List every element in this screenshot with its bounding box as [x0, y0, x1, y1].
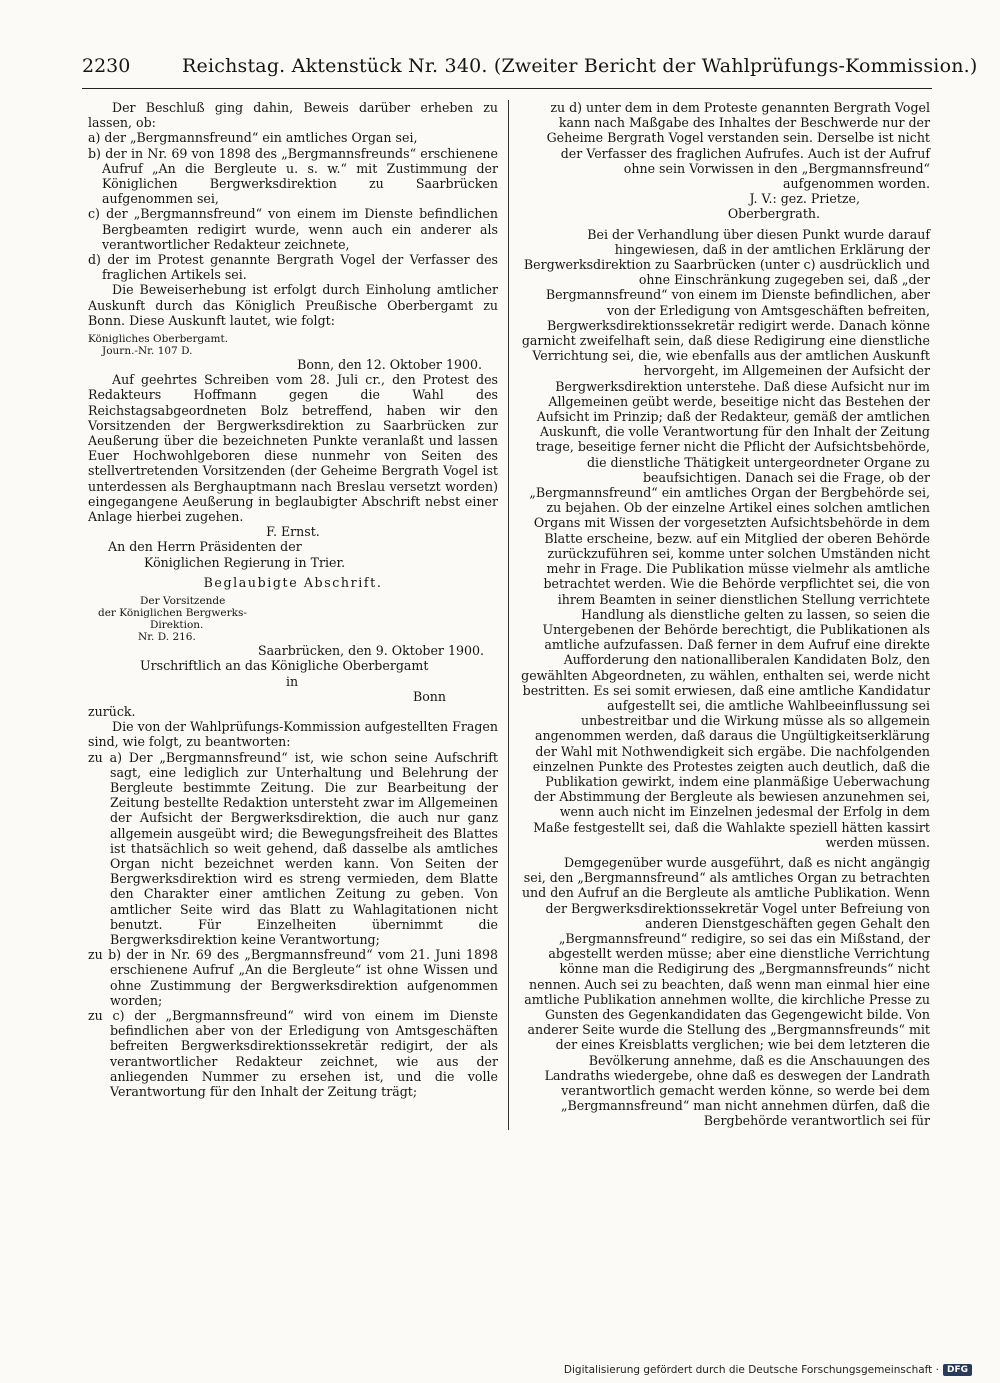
- sender-line: der Königlichen Bergwerks-: [98, 607, 247, 620]
- right-column: [520, 100, 930, 1129]
- left-column: [88, 100, 498, 1099]
- page-number: 2230: [82, 55, 131, 77]
- address-line: Bonn: [412, 688, 446, 704]
- answer-item: zu d) unter dem in dem Proteste genannten Bergrath Vogel kann nach Maßgabe des Inhaltes der Beschwerde nur der Geheime Bergrath Vogel verstanden sein. Derselbe ist nicht der Verfasser des fraglichen Aufrufes. Auch ist der Aufruf ohne sein Vorwissen in den „Bergmannsfreund“ aufgenommen worden.: [546, 100, 930, 192]
- signature: F. Ernst.: [266, 524, 320, 540]
- column-divider: [508, 100, 509, 1130]
- address-line: in: [286, 673, 299, 689]
- list-item: d) der im Protest genannte Bergrath Vogel der Verfasser des fraglichen Artikels sei.: [88, 252, 498, 283]
- paragraph: Bei der Verhandlung über diesen Punkt wurde darauf hingewiesen, daß in der amtlichen Erklärung der Bergwerksdirektion zu Saarbrücken (unter c) ausdrücklich und ohne Einschränkung zugegeben sei, daß „der Bergmannsfreund“ von einem im Dienste befindlichen, aber von der Erledigung von Amtsgeschäften befreiten, Bergwerksdirektionssekretär redigirt werde. Danach könne garnicht zweifelhaft sein, daß diese Redigirung eine dienstliche Verrichtung sei, die, wie ebenfalls aus der amtlichen Auskunft hervorgeht, im Allgemeinen der Aufsicht der Bergwerksdirektion unterstehe. Daß diese Aufsicht nur im Allgemeinen geübt werde, beseitige nicht das Bestehen der Aufsicht im Prinzip; daß der Redakteur, gemäß der amtlichen Auskunft, die volle Verantwortung für den Inhalt der Zeitung trage, beseitige ferner nicht die Pflicht der Aufsichtsbehörde, die dienstliche Thätigkeit untergeordneter Organe zu beaufsichtigen. Danach sei die Frage, ob der „Bergmannsfreund“ ein amtliches Organ der Bergbehörde sei, zu bejahen. Ob der einzelne Artikel eines solchen amtlichen Organs mit Wissen der vorgesetzten Aufsichtsbehörde in dem Blatte erscheine, bezw. auf ein Mitglied der oberen Behörde zurückzuführen sei, komme unter solchen Umständen nicht mehr in Frage. Die Publikation müsse vielmehr als amtliche betrachtet werden. Wie die Behörde verpflichtet sei, die von ihrem Beamten in seiner dienstlichen Stellung verrichtete Handlung als dienstliche gelten zu lassen, so seien die Untergebenen der Behörde berechtigt, die Publikationen als amtliche aufzufassen. Daß ferner in dem Aufruf eine direkte Aufforderung den nationalliberalen Kandidaten Bolz, den gewählten Abgeordneten, zu wählen, enthalten sei, werde nicht bestritten. Es sei somit erwiesen, daß eine amtliche Kandidatur aufgestellt sei, die amtliche Wahlbeeinflussung sei unbestreitbar und die Wirkung müsse als so allgemein angenommen werden, daß daraus die Ungültigkeitserklärung der Wahl mit Nothwendigkeit sich ergäbe. Die nachfolgenden einzelnen Punkte des Protestes zeigten auch deutlich, daß die Publikation gewirkt, indem eine planmäßige Ueberwachung der Abstimmung der Bergleute als bewiesen anzunehmen sei, wenn auch nicht im Einzelnen jedesmal der Erfolg in dem Maße festgestellt sei, daß die Wahlakte speziell hätten kassirt werden müssen.: [521, 226, 930, 850]
- paragraph: Demgegenüber wurde ausgeführt, daß es nicht angängig sei, den „Bergmannsfreund“ als amtliches Organ zu betrachten und den Aufruf an die Bergleute als amtliche Publikation. Wenn der Bergwerksdirektionssekretär Vogel unter Befreiung von anderen Dienstgeschäften gegen Gehalt den „Bergmannsfreund“ redigire, so sei das ein Mißstand, der abgestellt werden müsse; aber eine dienstliche Verrichtung könne man die Redigirung des „Bergmannsfreunds“ nicht nennen. Auch sei zu beachten, daß wenn man einmal hier eine amtliche Publikation annehmen wollte, die kirchliche Presse zu Gunsten des Gegenkandidaten das Gegengewicht bilde. Von anderer Seite wurde die Stellung des „Bergmannsfreunds“ mit der eines Kreisblatts verglichen; wie bei dem letzteren die Bevölkerung annehme, daß es die Anschauungen des Landraths wiedergebe, ohne daß es deswegen der Landrath verantwortlich gemacht werden könne, so werde bei dem „Bergmannsfreund“ man nicht annehmen dürfen, daß die Bergbehörde verantwortlich sei für: [521, 854, 930, 1129]
- sender-line: Der Vorsitzende: [140, 595, 226, 608]
- journal-number: Journ.-Nr. 107 D.: [102, 345, 193, 358]
- sender-line: Direktion.: [150, 619, 204, 632]
- list-item: b) der in Nr. 69 von 1898 des „Bergmannsfreunds“ erschienene Aufruf „An die Bergleute u. s. w.“ mit Zustimmung der Königlichen Bergwerksdirektion zu Saarbrücken aufgenommen sei,: [88, 145, 498, 207]
- paragraph: Der Beschluß ging dahin, Beweis darüber erheben zu lassen, ob:: [88, 100, 498, 131]
- address-line: zurück.: [88, 703, 136, 719]
- answer-item: zu a) Der „Bergmannsfreund“ ist, wie schon seine Aufschrift sagt, eine lediglich zur Unterhaltung und Belehrung der Bergleute bestimmte Zeitung. Die zur Bearbeitung der Zeitung bestellte Redaktion untersteht zwar im Allgemeinen der Aufsicht der Bergwerksdirektion, die auch nur ganz allgemein ausgeübt wird; die Bewegungsfreiheit des Blattes ist thatsächlich so weit gehend, daß dasselbe als amtliches Organ nicht bezeichnet werden kann. Von Seiten der Bergwerksdirektion wird es streng vermieden, dem Blatte den Charakter einer amtlichen Zeitung zu geben. Von amtlicher Seite wird das Blatt zu Wahlagitationen nicht benutzt. Für Einzelheiten übernimmt die Bergwerksdirektion keine Verantwortung;: [88, 749, 498, 947]
- answer-item: zu c) der „Bergmannsfreund“ wird von einem im Dienste befindlichen aber von der Erledigung von Amtsgeschäften befreiten Bergwerksdirektionssekretär redigirt, der als verantwortlicher Redakteur zeichnet, wie aus der anliegenden Nummer zu ersehen ist, und die volle Verantwortung für den Inhalt der Zeitung trägt;: [88, 1007, 498, 1099]
- footer-text: Digitalisierung gefördert durch die Deutsche Forschungsgemeinschaft ·: [563, 1364, 939, 1376]
- sender-line: Königliches Oberbergamt.: [88, 333, 229, 346]
- address-line: Urschriftlich an das Königliche Oberbergamt: [140, 658, 429, 674]
- signature-title: Oberbergrath.: [727, 206, 820, 222]
- list-item: a) der „Bergmannsfreund“ ein amtliches Organ sei,: [88, 130, 418, 146]
- paragraph: Auf geehrtes Schreiben vom 28. Juli cr., den Protest des Redakteurs Hoffmann gegen die Wahl des Reichstagsabgeordneten Bolz betreffend, haben wir den Vorsitzenden der Bergwerksdirektion zu Saarbrücken zur Aeußerung über die bezeichneten Punkte veranlaßt und lassen Euer Hochwohlgeboren diese nunmehr von Seiten des stellvertretenden Vorsitzenden (der Geheime Bergrath Vogel ist unterdessen als Berghauptmann nach Breslau versetzt worden) eingegangene Aeußerung in beglaubigter Abschrift nebst einer Anlage hierbei zugehen.: [88, 372, 498, 525]
- paragraph: Die von der Wahlprüfungs-Kommission aufgestellten Fragen sind, wie folgt, zu beantworten:: [88, 719, 498, 750]
- section-heading: Beglaubigte Abschrift.: [203, 574, 383, 590]
- dfg-logo: DFG: [943, 1364, 972, 1376]
- date-line: Saarbrücken, den 9. Oktober 1900.: [258, 643, 484, 659]
- header-rule: [82, 88, 932, 89]
- paragraph: Die Beweiserhebung ist erfolgt durch Einholung amtlicher Auskunft durch das Königlich Preußische Oberbergamt zu Bonn. Diese Auskunft lautet, wie folgt:: [88, 282, 498, 328]
- date-line: Bonn, den 12. Oktober 1900.: [297, 357, 482, 373]
- signature: J. V.: gez. Prietze,: [749, 191, 860, 207]
- running-title: Reichstag. Aktenstück Nr. 340. (Zweiter Bericht der Wahlprüfungs-Kommission.): [182, 55, 978, 77]
- digitization-footer: [564, 1362, 972, 1378]
- journal-number: Nr. D. 216.: [138, 631, 196, 644]
- address-line: An den Herrn Präsidenten der: [108, 539, 302, 555]
- answer-item: zu b) der in Nr. 69 des „Bergmannsfreund“ vom 21. Juni 1898 erschienene Aufruf „An die Bergleute“ ist ohne Wissen und ohne Zustimmung der Bergwerksdirektion aufgenommen worden;: [88, 947, 498, 1008]
- page-header: [82, 55, 978, 87]
- list-item: c) der „Bergmannsfreund“ von einem im Dienste befindlichen Bergbeamten redigirt wurde, wenn auch ein anderer als verantwortlicher Redakteur zeichnete,: [88, 206, 498, 252]
- address-line: Königlichen Regierung in Trier.: [144, 554, 346, 570]
